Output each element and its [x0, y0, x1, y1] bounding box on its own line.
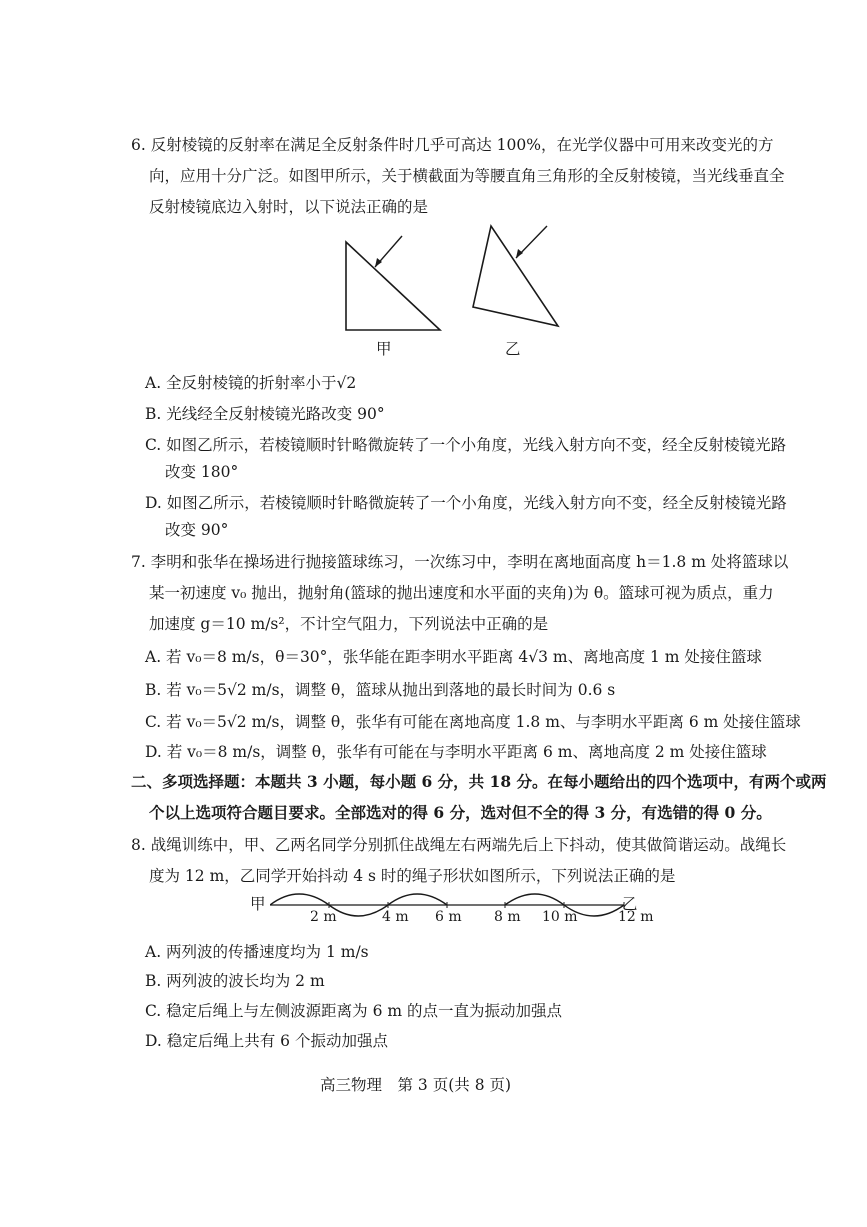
q8-option-b: B. 两列波的波长均为 2 m: [145, 972, 325, 990]
q8-option-a: A. 两列波的传播速度均为 1 m/s: [145, 943, 369, 961]
q7-option-b: B. 若 v₀＝5√2 m/s，调整 θ，篮球从抛出到落地的最长时间为 0.6 s: [145, 681, 616, 699]
q8-option-c: C. 稳定后绳上与左侧波源距离为 6 m 的点一直为振动加强点: [145, 1002, 563, 1020]
fig-label-yi: 乙: [505, 340, 521, 358]
section2-instructions-line2: 个以上选项符合题目要求。全部选对的得 6 分，选对但不全的得 3 分，有选错的得 0 分。: [149, 803, 772, 822]
q6-option-d-line1: D. 如图乙所示，若棱镜顺时针略微旋转了一个小角度，光线入射方向不变，经全反射棱镜光路: [145, 494, 787, 512]
q6-option-b: B. 光线经全反射棱镜光路改变 90°: [145, 405, 385, 423]
wave-tick-label: 10 m: [542, 909, 578, 925]
q6-stem-line3: 反射棱镜底边入射时，以下说法正确的是: [149, 198, 429, 216]
q6-option-c-line2: 改变 180°: [165, 463, 239, 481]
page-footer: 高三物理 第 3 页(共 8 页): [320, 1076, 512, 1094]
q7-option-c: C. 若 v₀＝5√2 m/s，调整 θ，张华有可能在离地高度 1.8 m、与李明水平距离 6 m 处接住篮球: [145, 713, 801, 731]
q6-option-c-line1: C. 如图乙所示，若棱镜顺时针略微旋转了一个小角度，光线入射方向不变，经全反射棱镜光路: [145, 436, 787, 454]
q7-stem-line2: 某一初速度 v₀ 抛出，抛射角(篮球的抛出速度和水平面的夹角)为 θ。篮球可视为质点，重力: [149, 584, 774, 602]
prism-yi: [473, 226, 558, 326]
wave-label-jia: 甲: [250, 895, 266, 913]
q6-option-d-line2: 改变 90°: [165, 521, 229, 539]
q7-stem-line3: 加速度 g＝10 m/s²，不计空气阻力，下列说法中正确的是: [149, 615, 549, 633]
wave-tick-label: 12 m: [618, 909, 654, 925]
q6-prism-figure: [330, 218, 580, 368]
q7-option-a: A. 若 v₀＝8 m/s，θ＝30°，张华能在距李明水平距离 4√3 m、离地高度 1 m 处接住篮球: [145, 648, 762, 666]
section2-instructions-line1: 二、多项选择题：本题共 3 小题，每小题 6 分，共 18 分。在每小题给出的四个选项中，有两个或两: [131, 772, 827, 791]
q6-option-a: A. 全反射棱镜的折射率小于√2: [145, 374, 357, 392]
arrowhead-yi: [516, 249, 523, 258]
q8-option-d: D. 稳定后绳上共有 6 个振动加强点: [145, 1032, 388, 1050]
prism-jia: [346, 242, 440, 330]
q8-stem-line2: 度为 12 m，乙同学开始抖动 4 s 时的绳子形状如图所示，下列说法正确的是: [149, 867, 676, 885]
q6-stem-line1: 6. 反射棱镜的反射率在满足全反射条件时几乎可高达 100%，在光学仪器中可用来改变光的方: [131, 136, 774, 154]
wave-tick-label: 6 m: [435, 909, 462, 925]
wave-tick-label: 2 m: [310, 909, 337, 925]
wave-tick-label: 4 m: [382, 909, 409, 925]
wave-label-yi: 乙: [622, 895, 638, 913]
q7-stem-line1: 7. 李明和张华在操场进行抛接篮球练习，一次练习中，李明在离地面高度 h＝1.8 m 处将篮球以: [131, 553, 789, 571]
q7-option-d: D. 若 v₀＝8 m/s，调整 θ，张华有可能在与李明水平距离 6 m、离地高度 2 m 处接住篮球: [145, 743, 767, 761]
wave-tick-label: 8 m: [494, 909, 521, 925]
fig-label-jia: 甲: [376, 340, 392, 358]
q6-stem-line2: 向，应用十分广泛。如图甲所示，关于横截面为等腰直角三角形的全反射棱镜，当光线垂直全: [149, 167, 785, 185]
q8-stem-line1: 8. 战绳训练中，甲、乙两名同学分别抓住战绳左右两端先后上下抖动，使其做简谐运动。战绳长: [131, 836, 787, 854]
